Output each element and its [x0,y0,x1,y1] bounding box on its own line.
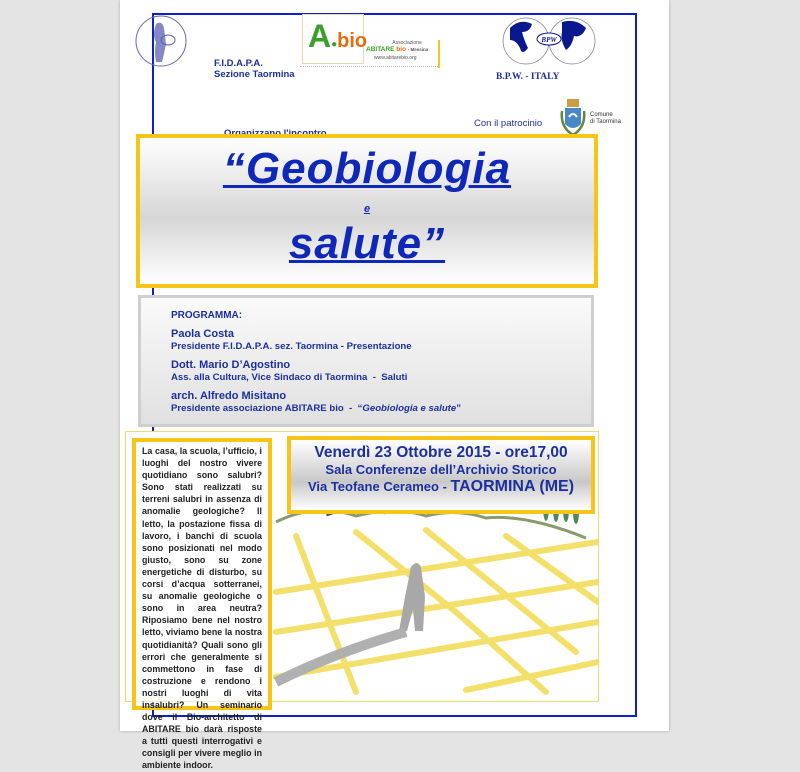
abitare-bio-logo: A●bio Associazione ABITARE bio - Messina www.abitarebio.org [300,14,442,72]
description-text: La casa, la scuola, l’ufficio, i luoghi del nostro vivere quotidiano sono salubri? Sono stati realizzati su terreni salubri in assenza di anomalie geologiche? Il letto, la postazione fissa di lavoro, i banchi di scuola sono posizionati nel modo giusto, sono su zone energetiche di disturbo, su corsi d’acqua sotterranei, su anomalie geologiche o sono in area neutra? Riposiamo bene nel nostro letto, viviamo bene la nostra quotidianità? Quali sono gli errori che generalmente si commettono in fase di costruzione e rendono i nostri luoghi di vita insalubri? Un seminario dove il Bio-architetto di ABITARE bio darà risposte a tutti questi interrogativi e consigli per vivere meglio in ambiente indoor. [142,446,262,771]
speaker-role: Presidente associazione ABITARE bio - “Geobiologia e salute” [171,403,462,414]
speaker-name: Paola Costa [171,328,234,340]
comune-label: Comune di Taormina [590,112,621,125]
event-address: Via Teofane Cerameo - TAORMINA (ME) [307,478,575,495]
bpw-globe-logo [502,14,596,68]
speaker-name: Dott. Mario D’Agostino [171,359,291,371]
fidapa-seal-logo [134,12,188,70]
comune-crest-icon [560,97,586,137]
patrocinio-label: Con il patrocinio [474,118,543,129]
bpw-label: B.P.W. - ITALY [496,72,560,82]
document-page [120,0,669,771]
event-details-box [287,436,595,514]
speaker-name: arch. Alfredo Misitano [171,390,287,402]
fidapa-name: F.I.D.A.P.A. Sezione Taormina [214,58,295,80]
speaker-role: Ass. alla Cultura, Vice Sindaco di Taormina - Saluti [171,372,408,383]
programma-heading: PROGRAMMA: [171,310,243,321]
title-line2: salute” [288,219,446,268]
programma-box [138,295,594,427]
title-box [136,134,598,288]
event-venue: Sala Conferenze dell’Archivio Storico [325,462,557,477]
description-box [132,438,272,771]
title-connector: e [363,203,371,215]
title-line1: “Geobiologia [222,144,512,193]
speaker-role: Presidente F.I.D.A.P.A. sez. Taormina - Presentazione [171,341,412,352]
event-date: Venerdì 23 Ottobre 2015 - ore17,00 [314,444,568,461]
svg-text:BPW: BPW [541,36,557,44]
